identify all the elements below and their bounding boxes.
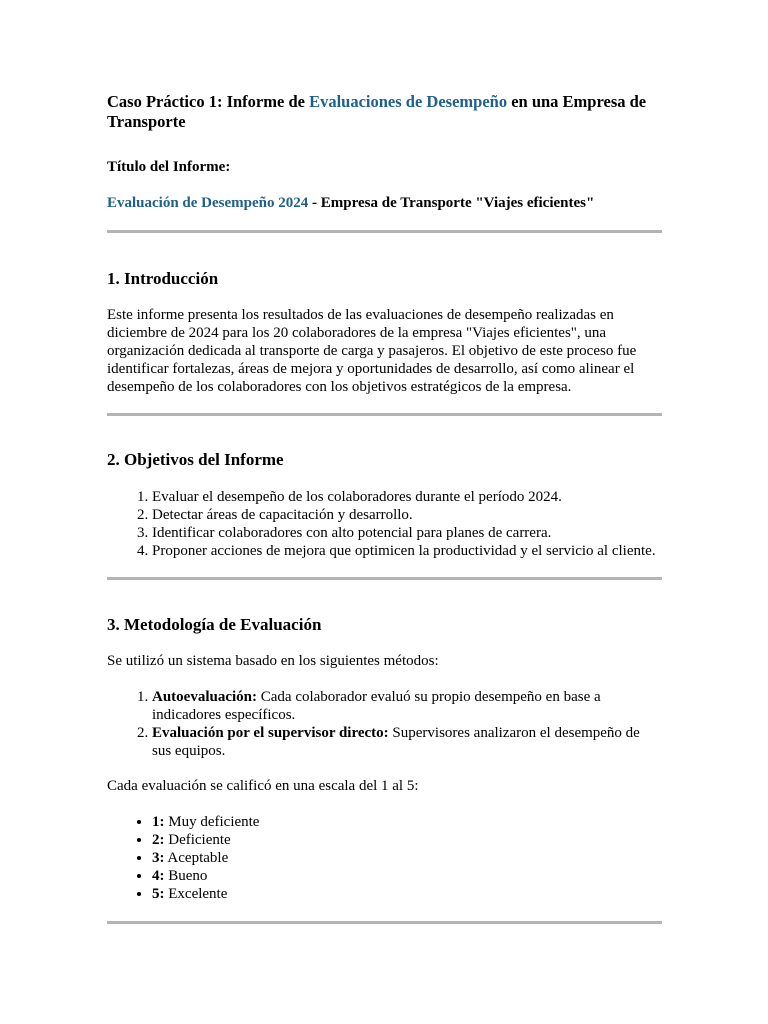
method-text: Supervisores analizaron el desempeño de sus equipos.: [152, 725, 640, 759]
scale-number: 1:: [152, 814, 165, 830]
list-item: [152, 688, 662, 724]
title-highlight: Evaluaciones de Desempeño: [309, 92, 508, 111]
method-label: Autoevaluación:: [152, 689, 257, 705]
scale-number: 2:: [152, 832, 165, 848]
scale-text: Deficiente: [164, 832, 231, 848]
scale-intro: Cada evaluación se calificó en una escala del 1 al 5:: [107, 778, 419, 794]
document-page: [107, 92, 662, 924]
list-item: 1. Evaluar el desempeño de los colaboradores durante el período 2024.: [152, 488, 662, 506]
list-item: [152, 831, 662, 849]
divider: [107, 230, 662, 233]
list-item: 3. Identificar colaboradores con alto potencial para planes de carrera.: [152, 524, 662, 542]
list-item: 4. Proponer acciones de mejora que optimicen la productividad y el servicio al cliente.: [152, 542, 662, 560]
scale-text: Bueno: [164, 868, 208, 884]
scale-number: 5:: [152, 886, 165, 902]
list-item: [152, 849, 662, 867]
list-item: [152, 885, 662, 903]
methodology-intro: Se utilizó un sistema basado en los siguientes métodos:: [107, 653, 439, 669]
methodology-heading: 3. Metodología de Evaluación: [107, 615, 322, 634]
list-item: [152, 813, 662, 831]
scale-text: Excelente: [164, 886, 228, 902]
title-part-1: Caso Práctico 1: Informe de: [107, 92, 310, 111]
intro-paragraph: Este informe presenta los resultados de las evaluaciones de desempeño realizadas en diciembre de 2024 para los 20 colaboradores de la empresa "Viajes eficientes", una organización dedicada al transporte de carga y pasajeros. El objetivo de este proceso fue identificar fortalezas, áreas de mejora y oportunidades de desarrollo, así como alinear el desempeño de los colaboradores con los objetivos estratégicos de la empresa.: [107, 307, 637, 395]
report-name: [107, 194, 662, 212]
document-title: [107, 92, 662, 132]
objectives-list: [107, 488, 662, 560]
divider: [107, 921, 662, 924]
divider: [107, 413, 662, 416]
report-title-label: Título del Informe:: [107, 159, 231, 175]
report-name-rest: - Empresa de Transporte "Viajes eficientes": [308, 195, 595, 211]
scale-number: 3:: [152, 850, 165, 866]
method-text: Cada colaborador evaluó su propio desempeño en base a indicadores específicos.: [152, 689, 601, 723]
title-part-2: en una Empresa de Transporte: [107, 92, 647, 131]
scale-list: [107, 813, 662, 903]
report-name-highlight: Evaluación de Desempeño 2024: [107, 195, 309, 211]
scale-number: 4:: [152, 868, 165, 884]
scale-text: Aceptable: [164, 850, 229, 866]
objectives-heading: 2. Objetivos del Informe: [107, 450, 284, 469]
scale-text: Muy deficiente: [164, 814, 260, 830]
list-item: 2. Detectar áreas de capacitación y desarrollo.: [152, 506, 662, 524]
list-item: [152, 867, 662, 885]
divider: [107, 577, 662, 580]
methods-list: [107, 688, 662, 760]
intro-heading: 1. Introducción: [107, 269, 219, 288]
list-item: [152, 724, 662, 760]
method-label: Evaluación por el supervisor directo:: [152, 725, 389, 741]
